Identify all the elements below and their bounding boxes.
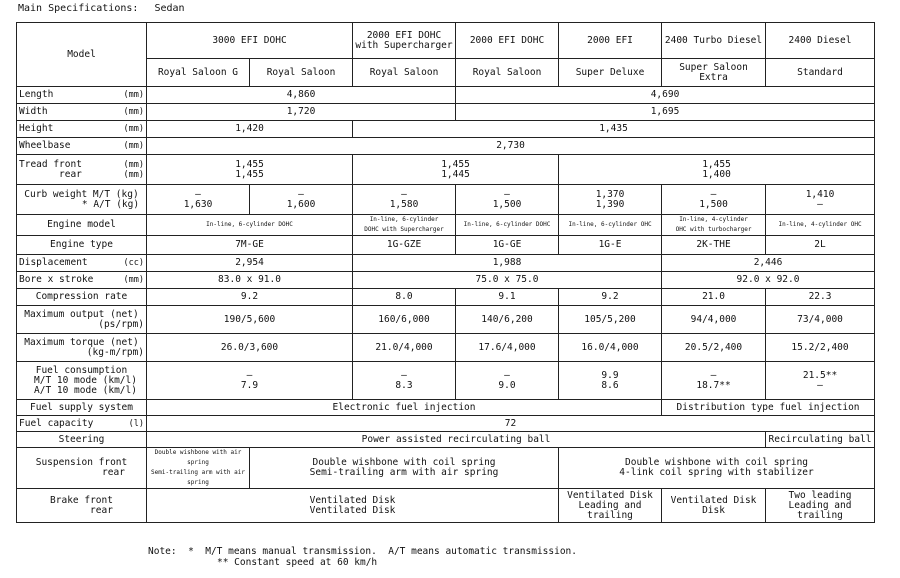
cell-engine-type-turbo: 2K-THE [662,236,766,255]
group-2000-efi-dohc-supercharger: 2000 EFI DOHC with Supercharger [353,23,456,59]
cell-engine-model-diesel: In-line, 4-cylinder OHC [766,215,875,236]
row-suspension [17,448,875,489]
cell-fuel-supply-diesel: Distribution type fuel injection [662,400,875,416]
cell-torque-diesel: 15.2/2,400 [766,334,875,362]
cell-engine-type-diesel: 2L [766,236,875,255]
cell-curb-6: – 1,500 [662,185,766,215]
grade-royal-saloon-3000: Royal Saloon [250,59,353,87]
cell-length-2000: 4,690 [456,87,875,104]
label-curb-weight: Curb weight M/T (kg) * A/T (kg) [17,185,147,215]
group-2400-diesel: 2400 Diesel [766,23,875,59]
row-max-output [17,306,875,334]
row-brake [17,489,875,523]
row-engine-type [17,236,875,255]
specifications-table [16,22,875,523]
row-length [17,87,875,104]
cell-torque-sc: 21.0/4,000 [353,334,456,362]
title-label: Main Specifications: [18,3,139,14]
cell-width-3000: 1,720 [147,104,456,121]
label-wheelbase: Wheelbase (mm) [17,138,147,155]
group-2400-turbo-diesel: 2400 Turbo Diesel [662,23,766,59]
row-compression [17,289,875,306]
cell-output-turbo: 94/4,000 [662,306,766,334]
row-wheelbase [17,138,875,155]
grade-royal-saloon-2000: Royal Saloon [456,59,559,87]
cell-torque-3000: 26.0/3,600 [147,334,353,362]
label-max-torque: Maximum torque (net) (kg-m/rpm) [17,334,147,362]
group-2000-efi: 2000 EFI [559,23,662,59]
cell-torque-efi: 16.0/4,000 [559,334,662,362]
title-value: Sedan [154,3,185,14]
row-max-torque [17,334,875,362]
cell-engine-type-sc: 1G-GZE [353,236,456,255]
group-3000-efi-dohc: 3000 EFI DOHC [147,23,353,59]
cell-displacement-2000: 1,988 [353,255,662,272]
cell-curb-1: – 1,630 [147,185,250,215]
cell-compression-3000: 9.2 [147,289,353,306]
cell-compression-efi: 9.2 [559,289,662,306]
label-steering: Steering [17,432,147,448]
cell-fuel-cons-turbo: – 18.7** [662,362,766,400]
cell-fuel-cons-3000: – 7.9 [147,362,353,400]
cell-bore-2400: 92.0 x 92.0 [662,272,875,289]
row-curb-weight [17,185,875,215]
cell-displacement-3000: 2,954 [147,255,353,272]
cell-output-efi: 105/5,200 [559,306,662,334]
row-fuel-consumption [17,362,875,400]
cell-fuel-supply-efi: Electronic fuel injection [147,400,662,416]
label-brake: Brake front rear [17,489,147,523]
cell-engine-type-efi: 1G-E [559,236,662,255]
cell-engine-model-sc: In-line, 6-cylinder DOHC with Supercharger [353,215,456,236]
label-tread: Tread front (mm) rear (mm) [17,155,147,185]
header-row-groups [17,23,875,59]
cell-width-2000: 1,695 [456,104,875,121]
label-displacement: Displacement (cc) [17,255,147,272]
row-steering [17,432,875,448]
label-compression: Compression rate [17,289,147,306]
note-2: ** Constant speed at 60 km/h [217,557,378,568]
grade-royal-saloon-sc: Royal Saloon [353,59,456,87]
cell-fuel-cons-dohc: – 9.0 [456,362,559,400]
label-fuel-capacity: Fuel capacity (l) [17,416,147,432]
note-1: Note: * M/T means manual transmission. A/T means automatic transmission. [148,546,577,557]
cell-suspension-4link: Double wishbone with coil spring 4-link coil spring with stabilizer [559,448,875,489]
row-height [17,121,875,138]
grade-royal-saloon-g: Royal Saloon G [147,59,250,87]
cell-compression-turbo: 21.0 [662,289,766,306]
row-fuel-capacity [17,416,875,432]
cell-wheelbase: 2,730 [147,138,875,155]
row-fuel-supply [17,400,875,416]
cell-height-3000: 1,420 [147,121,353,138]
label-max-output: Maximum output (net) (ps/rpm) [17,306,147,334]
cell-tread-3000: 1,455 1,455 [147,155,353,185]
cell-output-3000: 190/5,600 [147,306,353,334]
cell-compression-sc: 8.0 [353,289,456,306]
grade-super-deluxe: Super Deluxe [559,59,662,87]
cell-curb-5: 1,370 1,390 [559,185,662,215]
cell-length-3000: 4,860 [147,87,456,104]
cell-brake-efi: Ventilated Disk Leading and trailing [559,489,662,523]
cell-output-dohc: 140/6,200 [456,306,559,334]
header-model: Model [17,23,147,87]
label-height: Height (mm) [17,121,147,138]
cell-curb-4: – 1,500 [456,185,559,215]
cell-fuel-capacity: 72 [147,416,875,432]
row-engine-model [17,215,875,236]
label-length: Length (mm) [17,87,147,104]
cell-curb-7: 1,410 – [766,185,875,215]
cell-brake-diesel: Two leading Leading and trailing [766,489,875,523]
cell-height-mid: 1,435 [353,121,875,138]
grade-super-saloon-extra: Super Saloon Extra [662,59,766,87]
cell-displacement-2400: 2,446 [662,255,875,272]
cell-compression-dohc: 9.1 [456,289,559,306]
cell-engine-model-3000: In-line, 6-cylinder DOHC [147,215,353,236]
label-width: Width (mm) [17,104,147,121]
cell-brake-disk: Ventilated Disk Ventilated Disk [147,489,559,523]
cell-steering-recirc: Recirculating ball [766,432,875,448]
label-suspension: Suspension front rear [17,448,147,489]
cell-tread-2000-dohc: 1,455 1,445 [353,155,559,185]
label-bore-stroke: Bore x stroke (mm) [17,272,147,289]
cell-torque-turbo: 20.5/2,400 [662,334,766,362]
notes [148,546,577,568]
cell-fuel-cons-sc: – 8.3 [353,362,456,400]
cell-engine-model-efi: In-line, 6-cylinder OHC [559,215,662,236]
cell-brake-turbo: Ventilated Disk Disk [662,489,766,523]
cell-engine-type-dohc: 1G-GE [456,236,559,255]
grade-standard: Standard [766,59,875,87]
cell-suspension-coil: Double wishbone with coil spring Semi-trailing arm with air spring [250,448,559,489]
row-width [17,104,875,121]
cell-output-sc: 160/6,000 [353,306,456,334]
document-title [18,3,195,14]
cell-output-diesel: 73/4,000 [766,306,875,334]
label-engine-type: Engine type [17,236,147,255]
cell-curb-2: – 1,600 [250,185,353,215]
cell-torque-dohc: 17.6/4,000 [456,334,559,362]
row-bore-stroke [17,272,875,289]
row-tread [17,155,875,185]
label-engine-model: Engine model [17,215,147,236]
cell-engine-type-3000: 7M-GE [147,236,353,255]
cell-fuel-cons-diesel: 21.5** – [766,362,875,400]
cell-fuel-cons-efi: 9.9 8.6 [559,362,662,400]
cell-engine-model-turbo: In-line, 4-cylinder OHC with turbocharger [662,215,766,236]
cell-suspension-air: Double wishbone with air spring Semi-trailing arm with air spring [147,448,250,489]
cell-tread-2000-2400: 1,455 1,400 [559,155,875,185]
row-displacement [17,255,875,272]
cell-curb-3: – 1,580 [353,185,456,215]
cell-compression-diesel: 22.3 [766,289,875,306]
group-2000-efi-dohc: 2000 EFI DOHC [456,23,559,59]
label-fuel-consumption: Fuel consumption M/T 10 mode (km/l) A/T 10 mode (km/l) [17,362,147,400]
cell-steering-power: Power assisted recirculating ball [147,432,766,448]
cell-engine-model-dohc: In-line, 6-cylinder DOHC [456,215,559,236]
cell-bore-3000: 83.0 x 91.0 [147,272,353,289]
cell-bore-2000: 75.0 x 75.0 [353,272,662,289]
label-fuel-supply: Fuel supply system [17,400,147,416]
